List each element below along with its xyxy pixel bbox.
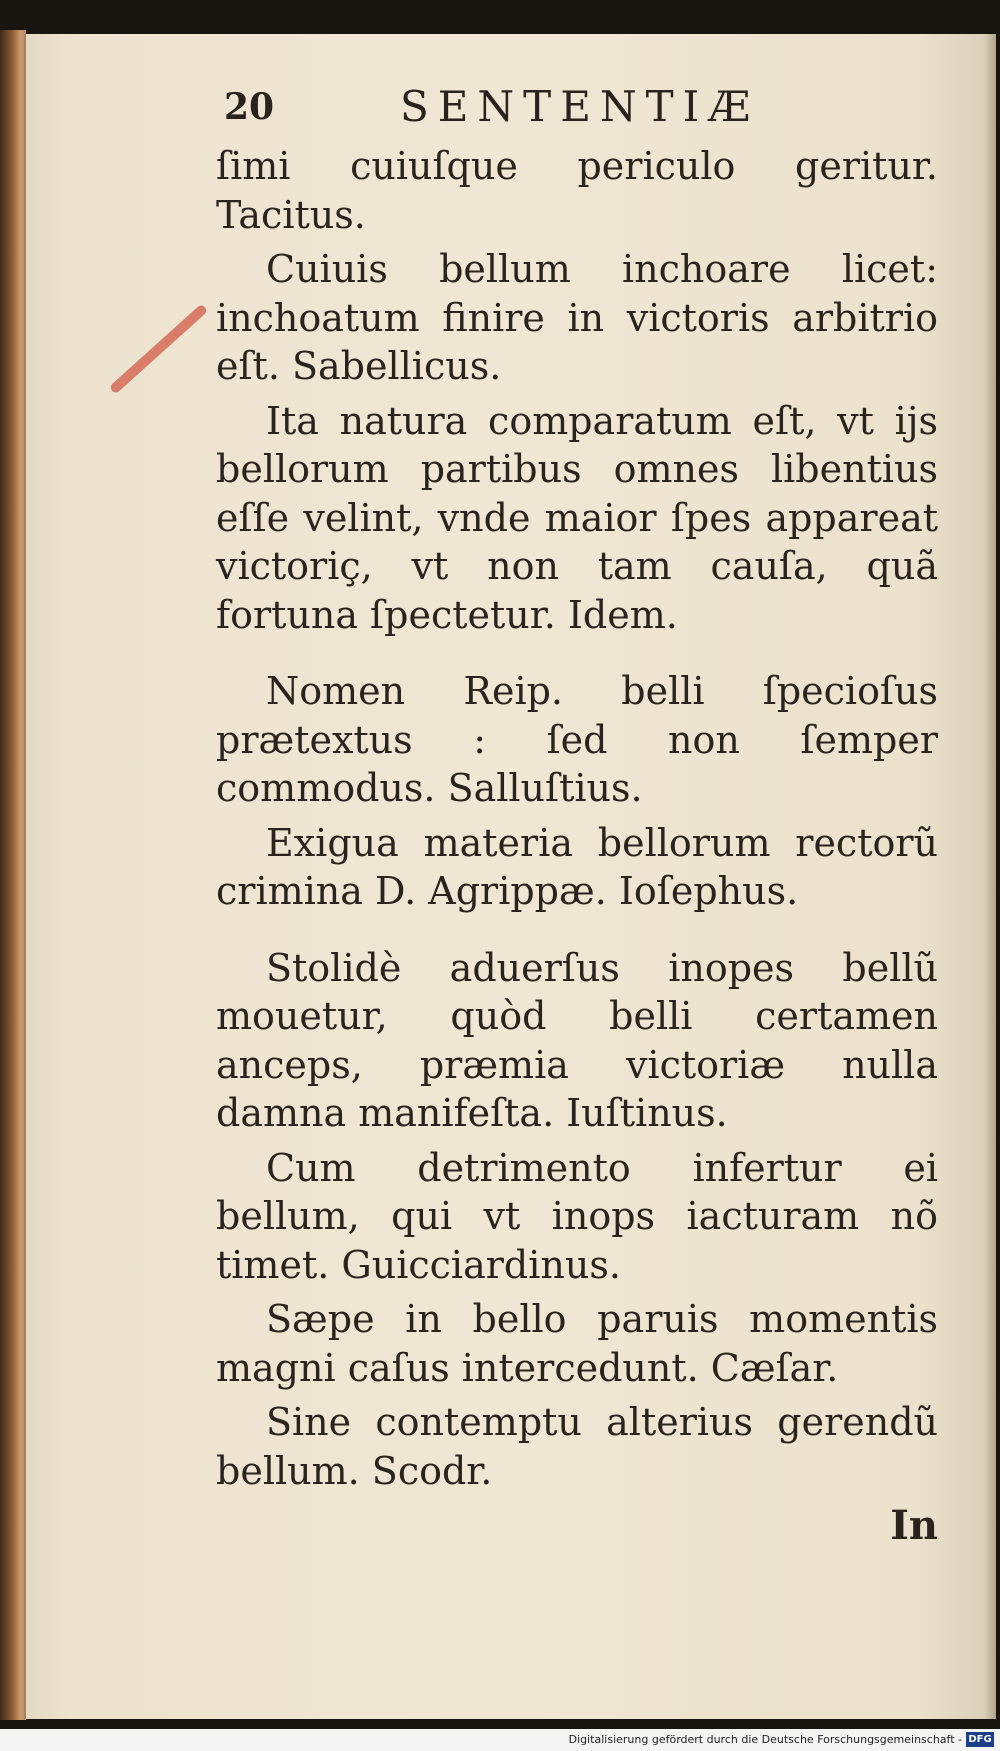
paragraph: Cuiuis bellum inchoare licet: inchoatum finire in victoris arbitrio eſt. Sabellicus.	[216, 247, 938, 388]
paragraph: ſimi cuiuſque periculo geritur. Tacitus.	[216, 144, 938, 237]
paragraph: Ita natura comparatum eſt, vt ijs bellorum partibus omnes libentius eſſe velint, vnde maior ſpes appareat victoriç, vt non tam cauſa, quã fortuna ſpectetur. Idem.	[216, 398, 938, 637]
page-edge-shadow	[984, 34, 996, 1719]
book-spine	[0, 30, 26, 1720]
paragraph: Sine contemptu alterius gerendũ bellum. Scodr.	[216, 1400, 938, 1493]
dfg-logo-icon: DFG	[966, 1732, 994, 1747]
page-header	[212, 82, 932, 142]
paragraph: Cum detrimento infertur ei bellum, qui vt inops iacturam nõ timet. Guicciardinus.	[216, 1145, 938, 1287]
red-pencil-mark	[109, 303, 209, 394]
catchword: In	[890, 1502, 938, 1549]
paragraph: Nomen Reip. belli ſpecioſus prætextus : ſed non ſemper commodus. Salluſtius.	[216, 669, 938, 810]
digitization-footer	[0, 1729, 1000, 1751]
paragraph: Exigua materia bellorum rectorũ crimina D. Agrippæ. Ioſephus.	[216, 820, 938, 913]
paragraph: Stolidè aduerſus inopes bellũ mouetur, quòd belli certamen anceps, præmia victoriæ nulla damna manifeſta. Iuſtinus.	[216, 945, 938, 1135]
running-title: SENTENTIÆ	[400, 82, 760, 131]
footer-credit: Digitalisierung gefördert durch die Deutsche Forschungsgemeinschaft -	[568, 1733, 962, 1746]
page-number: 20	[224, 86, 275, 128]
text-block	[216, 142, 938, 1501]
paragraph: Sæpe in bello paruis momentis magni caſus intercedunt. Cæſar.	[216, 1297, 938, 1390]
